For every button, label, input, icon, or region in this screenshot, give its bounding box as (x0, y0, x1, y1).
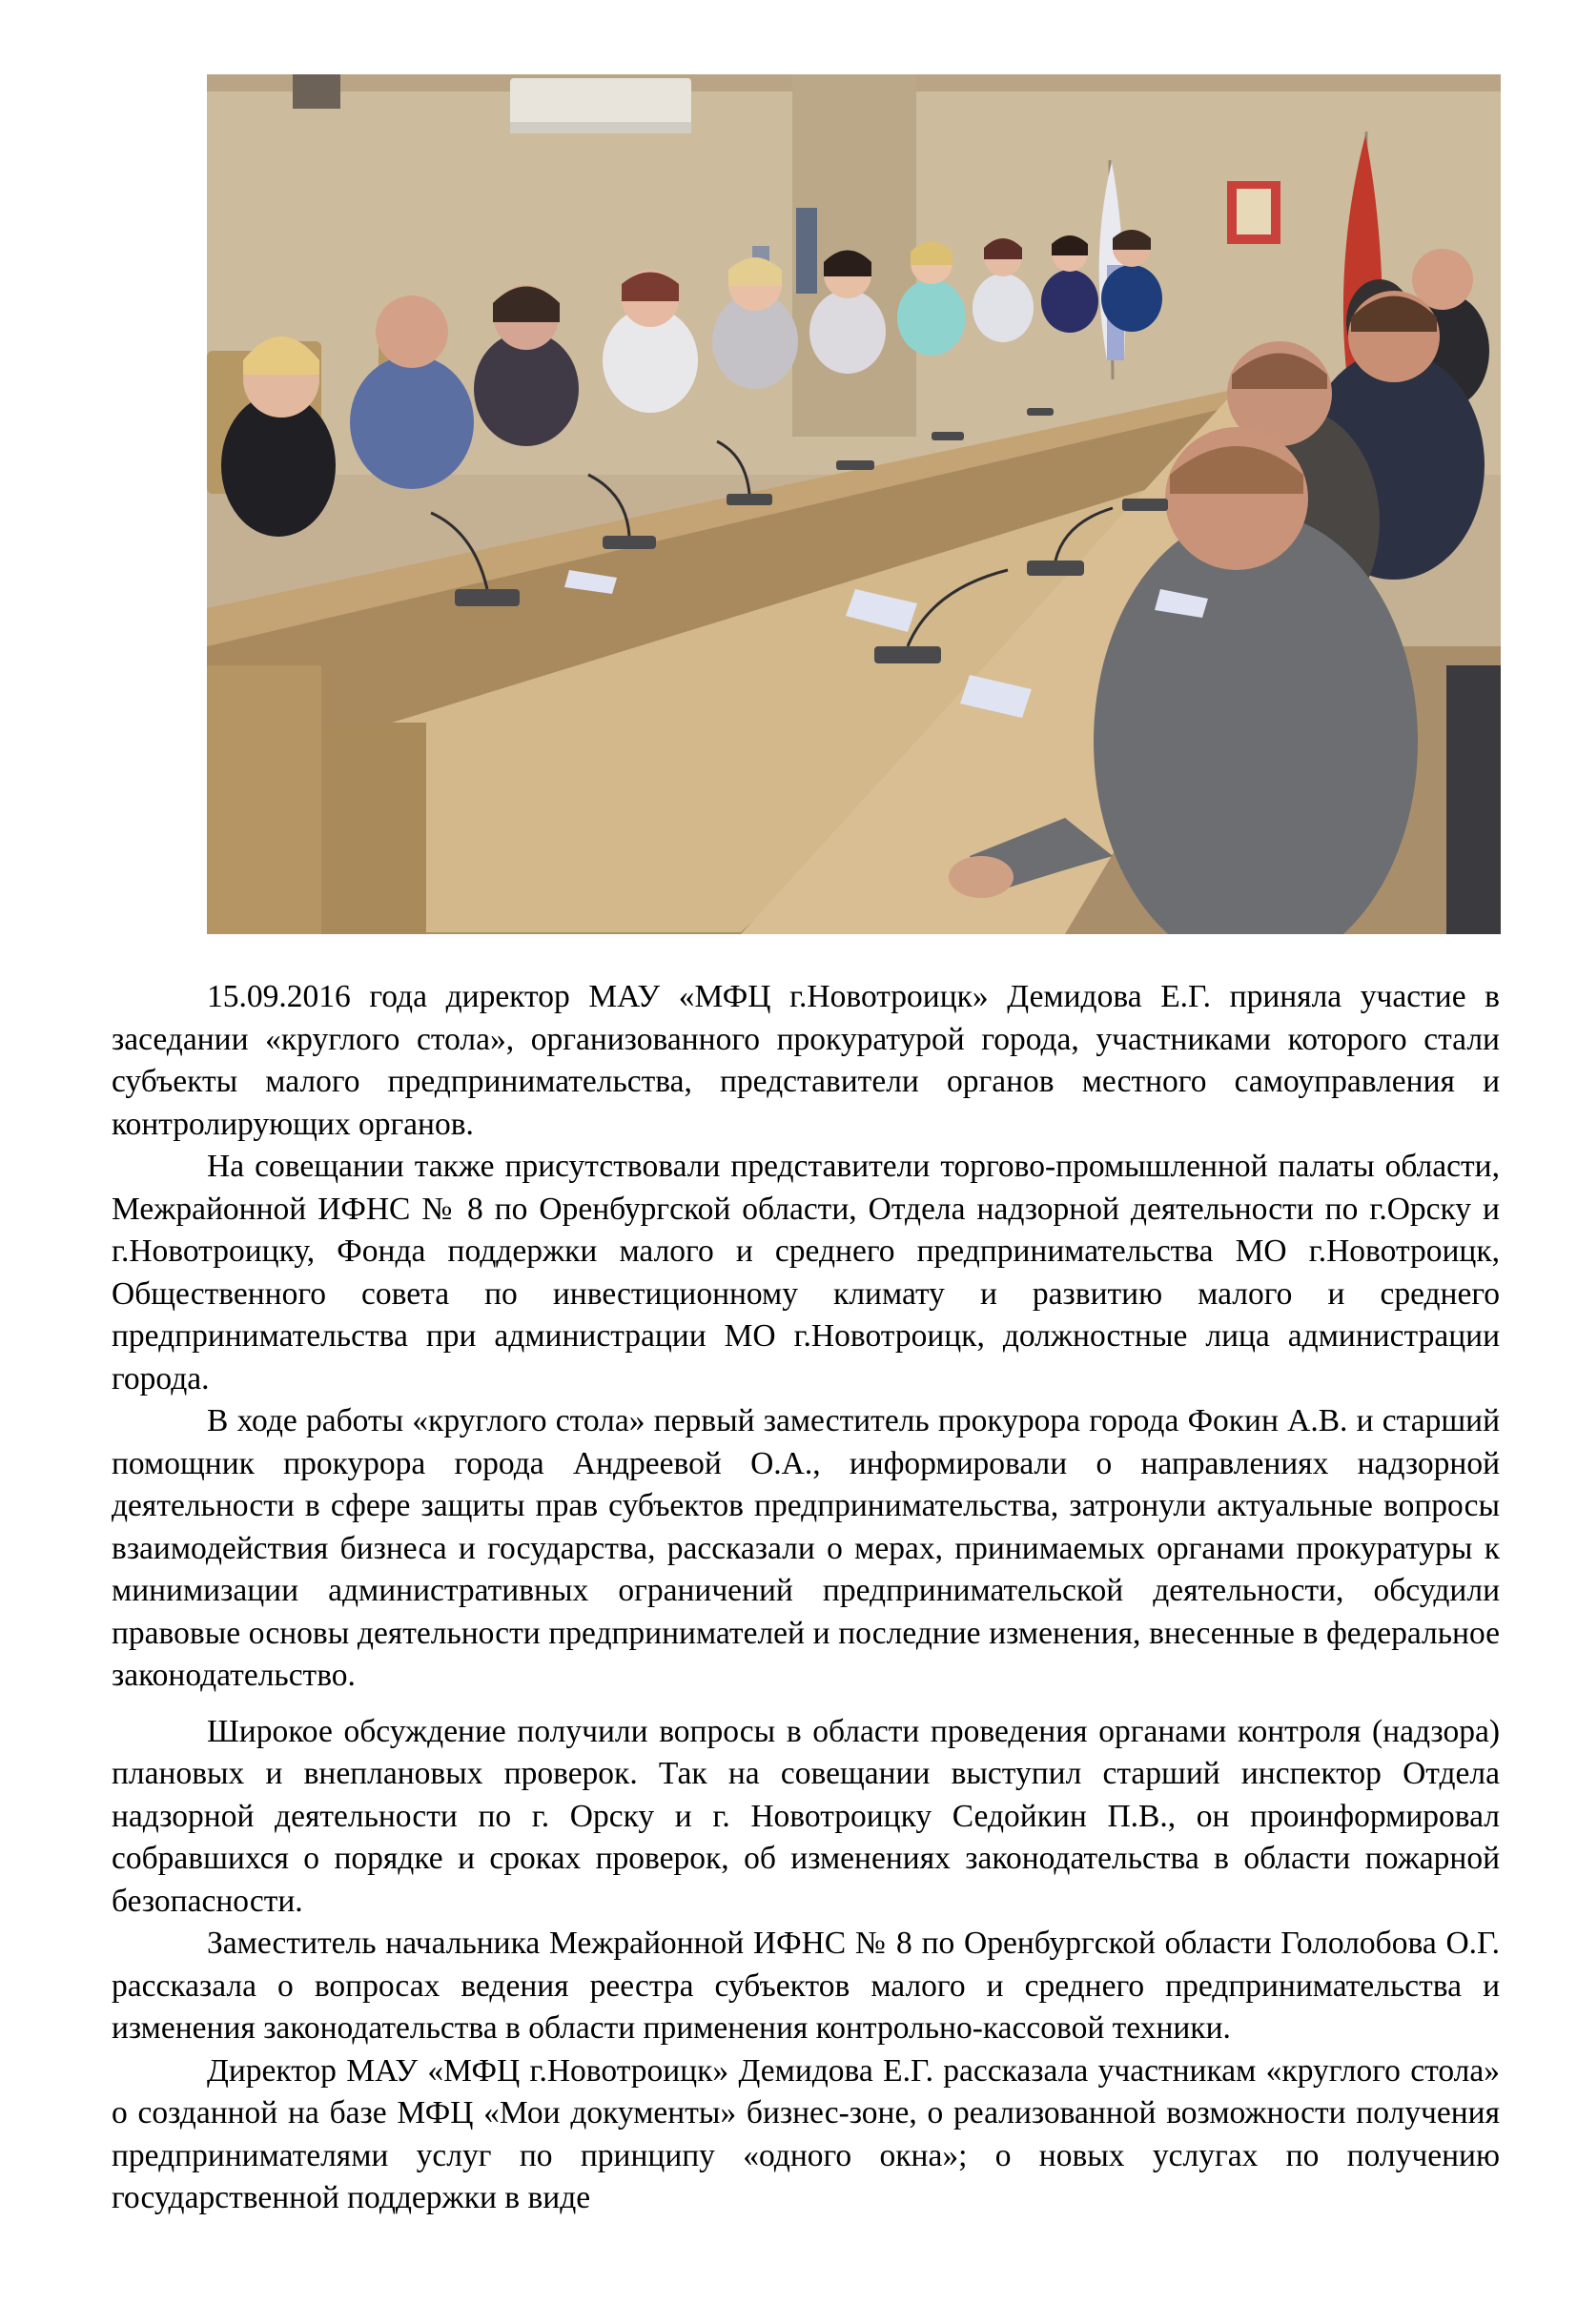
paragraph-4: Широкое обсуждение получили вопросы в области проведения органами контроля (надзора) плановых и внеплановых проверок. Так на совещании выступил старший инспектор Отдела надзорной деятельности по г. Орску и г. Новотроицку Седойкин П.В., он проинформировал собравшихся о порядке и сроках проверок, об изменениях законодательства в области пожарной безопасности. (112, 1713, 1500, 1919)
meeting-photo (207, 74, 1501, 934)
paragraph-5: Заместитель начальника Межрайонной ИФНС № 8 по Оренбургской области Гололобова О.Г. рассказала о вопросах ведения реестра субъектов малого и среднего предпринимательства и изменения законодательства в области применения контрольно-кассовой техники. (112, 1926, 1500, 2046)
paragraph-1: 15.09.2016 года директор МАУ «МФЦ г.Новотроицк» Демидова Е.Г. приняла участие в заседании «круглого стола», организованного прокуратурой города, участниками которого стали субъекты малого предпринимательства, представители органов местного самоуправления и контролирующих органов. (112, 979, 1500, 1142)
article-text (112, 976, 1500, 2220)
meeting-photo-drawing (207, 74, 1501, 934)
paragraph-3: В ходе работы «круглого стола» первый заместитель прокурора города Фокин А.В. и старший помощник прокурора города Андреевой О.А., информировали о направлениях надзорной деятельности в сфере защиты прав субъектов предпринимательства, затронули актуальные вопросы взаимодействия бизнеса и государства, рассказали о мерах, принимаемых органами прокуратуры к минимизации административных ограничений предпринимательской деятельности, обсудили правовые основы деятельности предпринимателей и последние изменения, внесенные в федеральное законодательство. (112, 1403, 1500, 1693)
paragraph-2: На совещании также присутствовали представители торгово-промышленной палаты области, Межрайонной ИФНС № 8 по Оренбургской области, Отдела надзорной деятельности по г.Орску и г.Новотроицку, Фонда поддержки малого и среднего предпринимательства МО г.Новотроицк, Общественного совета по инвестиционному климату и развитию малого и среднего предпринимательства при администрации МО г.Новотроицк, должностные лица администрации города. (112, 1149, 1500, 1396)
paragraph-6: Директор МАУ «МФЦ г.Новотроицк» Демидова Е.Г. рассказала участникам «круглого стола» о созданной на базе МФЦ «Мои документы» бизнес-зоне, о реализованной возможности получения предпринимателями услуг по принципу «одного окна»; о новых услугах по получению государственной поддержки в виде (112, 2052, 1500, 2215)
